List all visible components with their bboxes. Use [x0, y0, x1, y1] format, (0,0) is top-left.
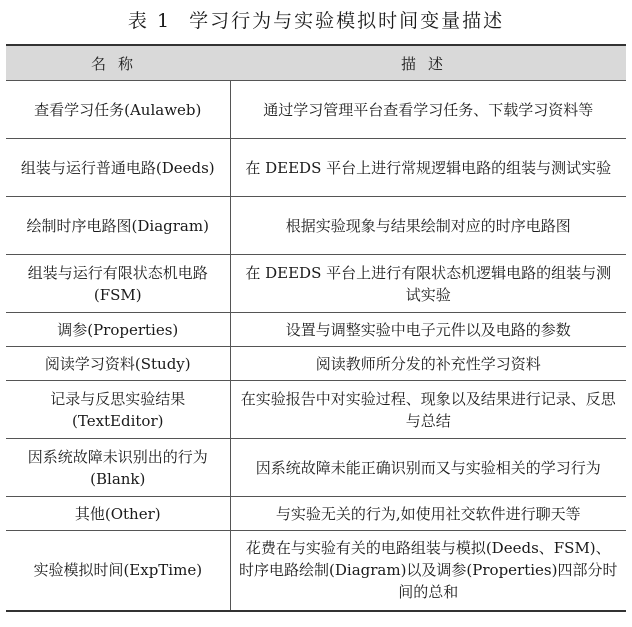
- row-name: 其他(Other): [6, 497, 230, 531]
- header-description: 描述: [230, 45, 626, 81]
- table-row: [6, 439, 626, 497]
- row-name: 调参(Properties): [6, 313, 230, 347]
- row-description: 根据实验现象与结果绘制对应的时序电路图: [230, 197, 626, 255]
- table-row: [6, 313, 626, 347]
- row-description: 阅读教师所分发的补充性学习资料: [230, 347, 626, 381]
- row-name: 组装与运行普通电路(Deeds): [6, 139, 230, 197]
- row-name: 实验模拟时间(ExpTime): [6, 531, 230, 611]
- row-name: 因系统故障未识别出的行为(Blank): [6, 439, 230, 497]
- row-description: 与实验无关的行为,如使用社交软件进行聊天等: [230, 497, 626, 531]
- row-description: 花费在与实验有关的电路组装与模拟(Deeds、FSM)、时序电路绘制(Diagram)以及调参(Properties)四部分时间的总和: [230, 531, 626, 611]
- table-row: [6, 497, 626, 531]
- row-description: 在实验报告中对实验过程、现象以及结果进行记录、反思与总结: [230, 381, 626, 439]
- table-row: [6, 255, 626, 313]
- table-row: [6, 381, 626, 439]
- row-description: 设置与调整实验中电子元件以及电路的参数: [230, 313, 626, 347]
- row-name: 组装与运行有限状态机电路(FSM): [6, 255, 230, 313]
- row-description: 在 DEEDS 平台上进行有限状态机逻辑电路的组装与测试实验: [230, 255, 626, 313]
- table-row: [6, 197, 626, 255]
- row-name: 绘制时序电路图(Diagram): [6, 197, 230, 255]
- header-name: 名称: [6, 45, 230, 81]
- table-number: 表 1: [127, 10, 172, 32]
- row-description: 因系统故障未能正确识别而又与实验相关的学习行为: [230, 439, 626, 497]
- table-caption: [0, 6, 632, 33]
- row-description: 通过学习管理平台查看学习任务、下载学习资料等: [230, 81, 626, 139]
- row-name: 记录与反思实验结果(TextEditor): [6, 381, 230, 439]
- row-name: 阅读学习资料(Study): [6, 347, 230, 381]
- table-row: [6, 347, 626, 381]
- row-description: 在 DEEDS 平台上进行常规逻辑电路的组装与测试实验: [230, 139, 626, 197]
- variable-description-table: [6, 44, 626, 612]
- row-name: 查看学习任务(Aulaweb): [6, 81, 230, 139]
- header-row: [6, 45, 626, 81]
- table-title: 学习行为与实验模拟时间变量描述: [189, 10, 505, 32]
- table-row: [6, 81, 626, 139]
- table-row: [6, 531, 626, 611]
- table-row: [6, 139, 626, 197]
